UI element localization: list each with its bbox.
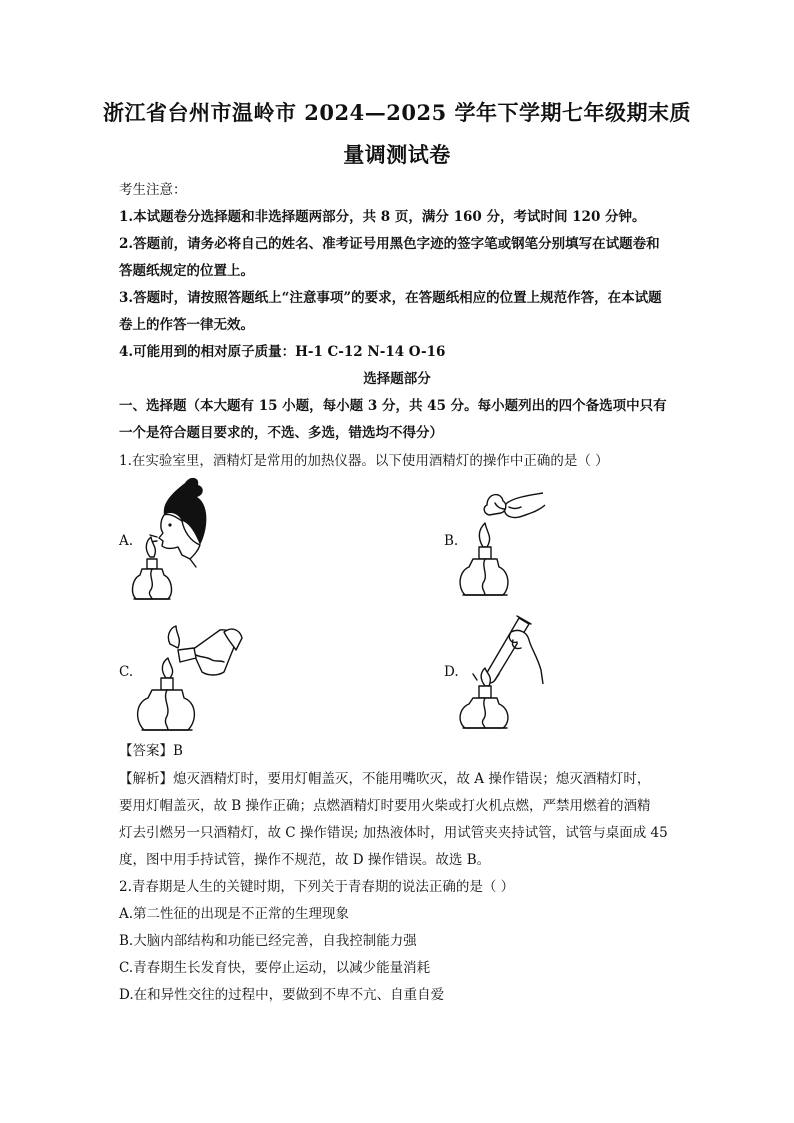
- notice-item-4: 4.可能用到的相对原子质量：H-1 C-12 N-14 O-16: [119, 344, 446, 360]
- q2-stem: 2.青春期是人生的关键时期，下列关于青春期的说法正确的是（ ）: [119, 879, 515, 895]
- q2-option-a: A.第二性征的出现是不正常的生理现象: [119, 906, 350, 922]
- q1-stem: 1.在实验室里，酒精灯是常用的加热仪器。以下使用酒精灯的操作中正确的是（ ）: [119, 453, 609, 469]
- q2-option-b: B.大脑内部结构和功能已经完善，自我控制能力强: [119, 933, 417, 949]
- q1-answer: 【答案】B: [119, 743, 183, 759]
- figure-a-blowing-lamp: [130, 475, 215, 605]
- notice-heading: 考生注意：: [119, 182, 187, 198]
- q2-option-c: C.青春期生长发育快，要停止运动，以减少能量消耗: [119, 960, 431, 976]
- notice-item-3-cont: 卷上的作答一律无效。: [119, 317, 254, 333]
- notice-item-2: 2.答题前，请务必将自己的姓名、准考证号用黑色字迹的签字笔或钢笔分别填写在试题卷和: [119, 236, 660, 252]
- exam-title-line1: 浙江省台州市温岭市 2024—2025 学年下学期七年级期末质: [102, 100, 691, 125]
- notice-item-2-cont: 答题纸规定的位置上。: [119, 263, 254, 279]
- q1-analysis-line3: 灯去引燃另一只酒精灯，故 C 操作错误; 加热液体时，用试管夹夹持试管，试管与桌面成 45: [119, 825, 668, 841]
- section-title: 选择题部分: [363, 371, 431, 387]
- figure-d-heating-test-tube: [455, 610, 555, 735]
- notice-item-3: 3.答题时，请按照答题纸上“注意事项”的要求，在答题纸相应的位置上规范作答，在本试题: [119, 290, 662, 306]
- exam-title-line2: 量调测试卷: [343, 142, 451, 167]
- q1-option-a-label: A.: [119, 533, 134, 549]
- q1-option-d-label: D.: [444, 664, 459, 680]
- q2-option-d: D.在和异性交往的过程中，要做到不卑不亢、自重自爱: [119, 987, 445, 1003]
- figure-c-lamp-to-lamp: [132, 620, 247, 745]
- q1-analysis-line1: 【解析】熄灭酒精灯时，要用灯帽盖灭，不能用嘴吹灭，故 A 操作错误；熄灭酒精灯时，: [119, 771, 651, 787]
- q1-option-c-label: C.: [119, 664, 134, 680]
- section-heading-line1: 一、选择题（本大题有 15 小题，每小题 3 分，共 45 分。每小题列出的四个备选项中只有: [119, 398, 667, 414]
- q1-analysis-line4: 度，图中用手持试管，操作不规范，故 D 操作错误。故选 B。: [119, 852, 491, 868]
- q1-option-b-label: B.: [444, 533, 459, 549]
- q1-analysis-line2: 要用灯帽盖灭，故 B 操作正确；点燃酒精灯时要用火柴或打火机点燃，严禁用燃着的酒精: [119, 798, 651, 814]
- section-heading-line2: 一个是符合题目要求的，不选、多选，错选均不得分）: [119, 425, 443, 441]
- notice-item-1: 1.本试题卷分选择题和非选择题两部分，共 8 页，满分 160 分，考试时间 120 分钟。: [119, 209, 646, 225]
- figure-b-capping-lamp: [455, 485, 550, 600]
